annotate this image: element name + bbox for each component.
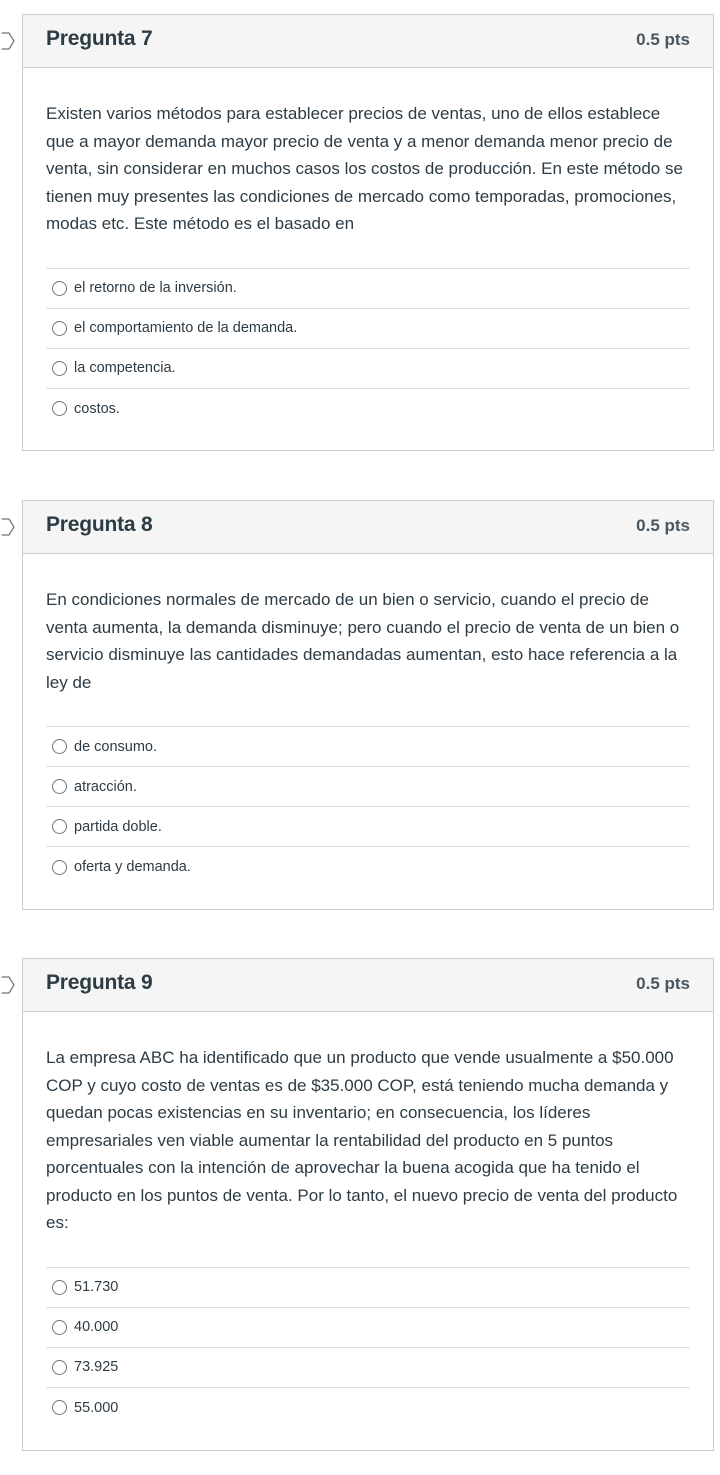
radio-button[interactable] [52,281,67,296]
answer-label: 55.000 [74,1399,119,1416]
answer-label: el comportamiento de la demanda. [74,320,298,336]
radio-button[interactable] [52,321,67,336]
answer-option[interactable] [46,1308,690,1348]
question-body [23,554,713,917]
answer-label: la competencia. [74,360,176,376]
answer-option[interactable] [46,1348,690,1388]
question-points: 0.5 pts [636,30,690,49]
answer-label: de consumo. [74,738,158,755]
answer-option[interactable] [46,767,690,807]
question-points: 0.5 pts [636,516,690,535]
flag-icon[interactable] [1,975,15,995]
radio-button[interactable] [52,1280,67,1295]
radio-button[interactable] [52,819,67,834]
question-title: Pregunta 7 [46,27,153,50]
question-7 [22,14,714,451]
answer-option[interactable] [46,807,690,847]
answer-option[interactable] [46,389,690,429]
answer-option[interactable] [46,309,690,349]
radio-button[interactable] [52,361,67,376]
answer-list [46,1267,690,1428]
answer-option[interactable] [46,847,690,887]
answer-label: 51.730 [74,1279,119,1295]
question-title: Pregunta 9 [46,971,153,994]
flag-icon[interactable] [1,31,15,51]
answer-option[interactable] [46,269,690,309]
radio-button[interactable] [52,779,67,794]
question-8 [22,500,714,910]
radio-button[interactable] [52,860,67,875]
answer-label: el retorno de la inversión. [74,280,237,296]
question-body [23,68,713,459]
answer-list [46,268,690,429]
answer-label: partida doble. [74,818,162,835]
answer-label: costos. [74,400,120,417]
radio-button[interactable] [52,1320,67,1335]
answer-option[interactable] [46,349,690,389]
answer-option[interactable] [46,727,690,767]
radio-button[interactable] [52,739,67,754]
question-header [23,15,713,68]
question-text: En condiciones normales de mercado de un bien o servicio, cuando el precio de venta aumenta, la demanda disminuye; pero cuando el precio de venta de un bien o servicio disminuye las cantidades demandadas aumentan, esto hace referencia a la ley de [46,590,680,692]
question-points: 0.5 pts [636,974,690,993]
answer-option[interactable] [46,1388,690,1428]
question-9 [22,958,714,1451]
radio-button[interactable] [52,401,67,416]
answer-list [46,726,690,887]
flag-icon[interactable] [1,517,15,537]
question-text: La empresa ABC ha identificado que un producto que vende usualmente a $50.000 COP y cuyo costo de ventas es de $35.000 COP, está teniendo mucha demanda y quedan pocas existencias en su inventario; en consecuencia, los líderes empresariales ven viable aumentar la rentabilidad del producto en 5 puntos porcentuales con la intención de aprovechar la buena acogida que ha tenido el producto en los puntos de venta. Por lo tanto, el nuevo precio de venta del producto es: [46,1048,678,1232]
answer-label: 40.000 [74,1319,119,1335]
answer-label: atracción. [74,778,137,795]
question-header [23,501,713,554]
question-body [23,1012,713,1458]
question-text: Existen varios métodos para establecer precios de ventas, uno de ellos establece que a mayor demanda mayor precio de venta y a menor demanda menor precio de venta, sin considerar en muchos casos los costos de producción. En este método se tienen muy presentes las condiciones de mercado como temporadas, promociones, modas etc. Este método es el basado en [46,104,683,233]
answer-label: oferta y demanda. [74,859,191,875]
radio-button[interactable] [52,1360,67,1375]
question-title: Pregunta 8 [46,513,153,536]
answer-label: 73.925 [74,1359,119,1375]
answer-option[interactable] [46,1268,690,1308]
radio-button[interactable] [52,1400,67,1415]
question-header [23,959,713,1012]
